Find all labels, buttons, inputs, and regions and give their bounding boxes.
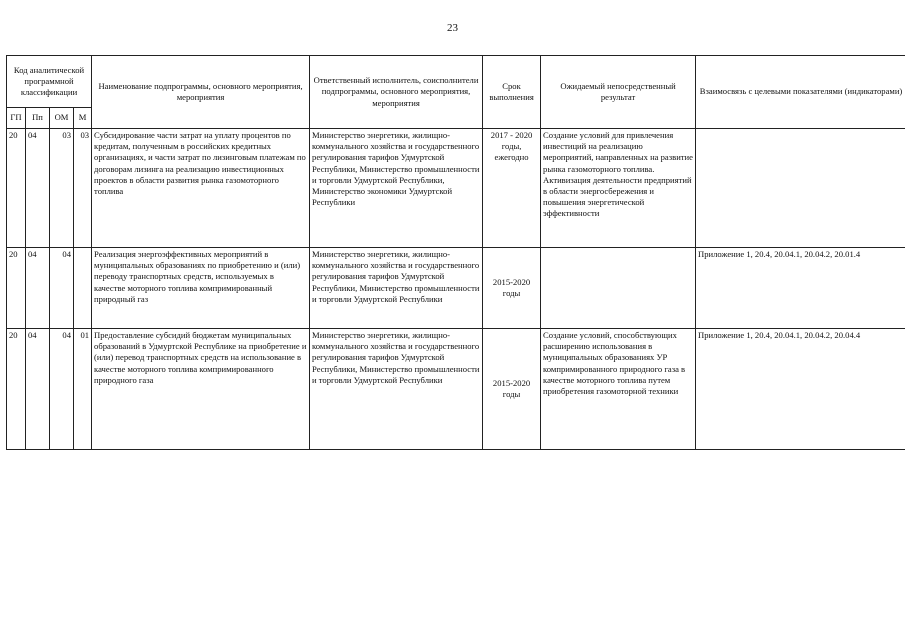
cell-term: 2015-2020 годы xyxy=(483,329,541,450)
cell-result xyxy=(541,248,696,329)
cell-gp: 20 xyxy=(7,129,26,248)
table-header-row xyxy=(7,56,905,108)
cell-m: 03 xyxy=(74,129,92,248)
cell-om: 04 xyxy=(50,329,74,450)
cell-pp: 04 xyxy=(26,248,50,329)
cell-name: Предоставление субсидий бюджетам муниципальных образований в Удмуртской Республике на приобретение и (или) перевод транспортных средств на использование в качестве моторного топлива компримированного природного газа xyxy=(92,329,310,450)
header-indicators: Взаимосвязь с целевыми показателями (индикаторами) xyxy=(696,56,905,129)
cell-gp: 20 xyxy=(7,248,26,329)
cell-gp: 20 xyxy=(7,329,26,450)
cell-responsible: Министерство энергетики, жилищно-коммунального хозяйства и государственного регулирования тарифов Удмуртской Республики, Министерство промышленности и торговли Удмуртской Республики xyxy=(310,248,483,329)
cell-name: Субсидирование части затрат на уплату процентов по кредитам, полученным в российских кредитных организациях, и части затрат по лизинговым платежам по договорам лизинга на реализацию инвестиционных проектов в области развития рынка газомоторного топлива xyxy=(92,129,310,248)
header-gp: ГП xyxy=(7,108,26,129)
cell-indicators: Приложение 1, 20.4, 20.04.1, 20.04.2, 20.01.4 xyxy=(696,248,905,329)
cell-pp: 04 xyxy=(26,129,50,248)
header-result: Ожидаемый непосредственный результат xyxy=(541,56,696,129)
header-term: Срок выполнения xyxy=(483,56,541,129)
cell-om: 03 xyxy=(50,129,74,248)
cell-m xyxy=(74,248,92,329)
cell-responsible: Министерство энергетики, жилищно-коммунального хозяйства и государственного регулирования тарифов Удмуртской Республики, Министерство промышленности и торговли Удмуртской Республики xyxy=(310,329,483,450)
cell-name: Реализация энергоэффективных мероприятий в муниципальных образованиях по приобретению и (или) переводу транспортных средств, используемых в качестве моторного топлива компримированный природный газ xyxy=(92,248,310,329)
cell-term: 2015-2020 годы xyxy=(483,248,541,329)
table-row xyxy=(7,248,905,329)
header-m: М xyxy=(74,108,92,129)
cell-pp: 04 xyxy=(26,329,50,450)
header-om: ОМ xyxy=(50,108,74,129)
cell-indicators: Приложение 1, 20.4, 20.04.1, 20.04.2, 20.04.4 xyxy=(696,329,905,450)
cell-responsible: Министерство энергетики, жилищно-коммунального хозяйства и государственного регулирования тарифов Удмуртской Республики, Министерство промышленности и торговли Удмуртской Республики, Министерство экономики Удмуртской Республики xyxy=(310,129,483,248)
header-responsible: Ответственный исполнитель, соисполнители подпрограммы, основного мероприятия, мероприятия xyxy=(310,56,483,129)
header-code-group: Код аналитической программной классификации xyxy=(7,56,92,108)
header-name: Наименование подпрограммы, основного мероприятия, мероприятия xyxy=(92,56,310,129)
program-table xyxy=(6,55,905,450)
cell-result: Создание условий для привлечения инвестиций на реализацию мероприятий, направленных на развитие рынка газомоторного топлива. Активизация деятельности предприятий в области энергосбережения и повышения энергетической эффективности xyxy=(541,129,696,248)
cell-result: Создание условий, способствующих расширению использования в муниципальных образованиях УР компримированного природного газа в качестве моторного топлива путем приобретения газомоторной техники xyxy=(541,329,696,450)
cell-m: 01 xyxy=(74,329,92,450)
cell-term: 2017 - 2020 годы, ежегодно xyxy=(483,129,541,248)
header-pp: Пп xyxy=(26,108,50,129)
page-number: 23 xyxy=(447,22,458,34)
table-row xyxy=(7,329,905,450)
cell-indicators xyxy=(696,129,905,248)
cell-om: 04 xyxy=(50,248,74,329)
table-row xyxy=(7,129,905,248)
